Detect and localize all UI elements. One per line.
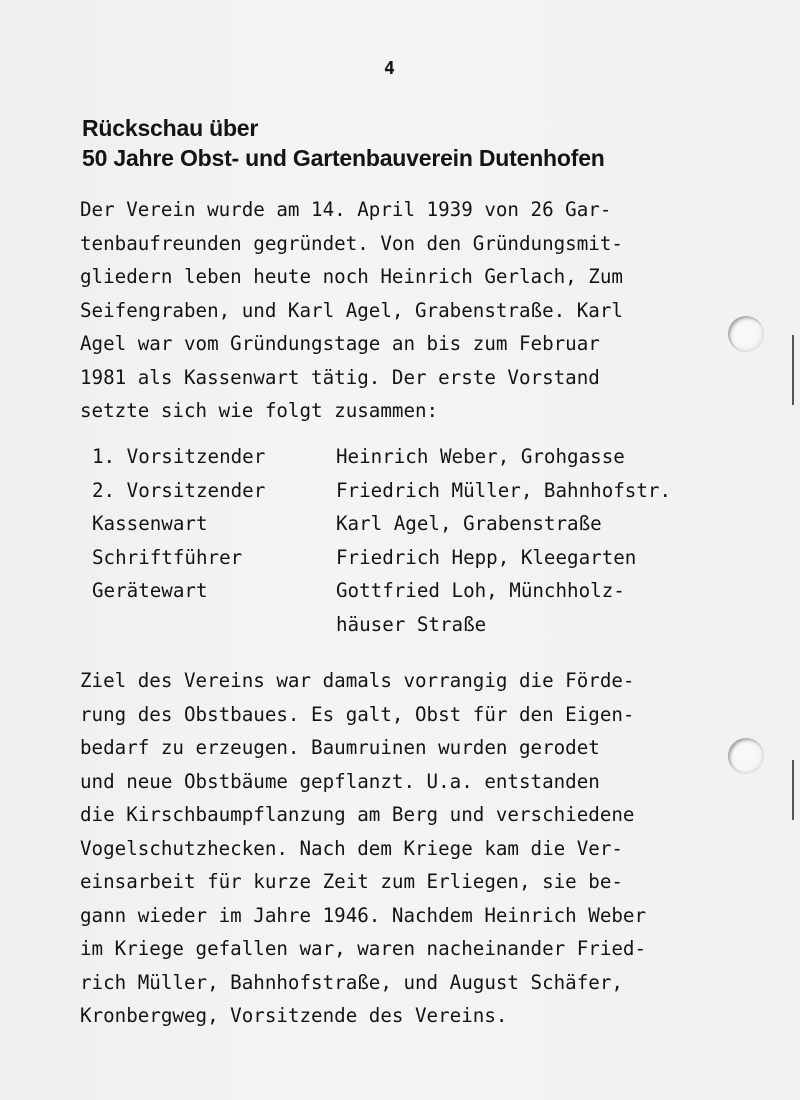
board-row xyxy=(80,507,740,541)
text-line: bedarf zu erzeugen. Baumruinen wurden gerodet xyxy=(80,736,600,759)
text-line: rung des Obstbaues. Es galt, Obst für den Eigen- xyxy=(80,702,635,726)
board-role: 2. Vorsitzender xyxy=(92,478,266,502)
text-line: die Kirschbaumpflanzung am Berg und verschiedene xyxy=(80,803,635,826)
punch-hole xyxy=(728,738,764,774)
paragraph-goals xyxy=(80,664,740,1033)
text-line: einsarbeit für kurze Zeit zum Erliegen, sie be- xyxy=(80,870,623,893)
board-person: Friedrich Hepp, Kleegarten xyxy=(336,545,637,569)
text-line: 1981 als Kassenwart tätig. Der erste Vorstand xyxy=(80,365,600,389)
board-role: Gerätewart xyxy=(92,579,208,602)
board-row xyxy=(80,574,740,608)
board-members-list xyxy=(80,440,740,641)
board-role: 1. Vorsitzender xyxy=(92,445,266,468)
board-row xyxy=(80,608,740,642)
text-line: Kronbergweg, Vorsitzende des Vereins. xyxy=(80,1004,508,1027)
page-edge-mark xyxy=(792,760,794,820)
text-line: setzte sich wie folgt zusammen: xyxy=(80,399,439,422)
title-line-2: 50 Jahre Obst- und Gartenbauverein Dutenhofen xyxy=(82,145,605,171)
text-line: Ziel des Vereins war damals vorrangig die Förde- xyxy=(80,669,635,692)
paragraph-founding xyxy=(80,193,740,428)
board-person: Friedrich Müller, Bahnhofstr. xyxy=(336,478,672,502)
board-person: Gottfried Loh, Münchholz- xyxy=(336,579,625,602)
board-role: Schriftführer xyxy=(92,545,243,569)
board-row xyxy=(80,440,740,474)
title-line-1: Rückschau über xyxy=(82,115,259,141)
punch-hole xyxy=(728,316,764,352)
board-person: häuser Straße xyxy=(336,612,487,636)
board-row xyxy=(80,474,740,508)
page-number: 4 xyxy=(384,58,395,79)
text-line: Agel war vom Gründungstage an bis zum Februar xyxy=(80,332,600,355)
text-line: Seifengraben, und Karl Agel, Grabenstraße. Karl xyxy=(80,298,623,322)
page-title xyxy=(82,113,742,173)
text-line: tenbaufreunden gegründet. Von den Gründungsmit- xyxy=(80,231,623,255)
text-line: und neue Obstbäume gepflanzt. U.a. entstanden xyxy=(80,769,600,793)
board-person: Karl Agel, Grabenstraße xyxy=(336,512,602,535)
board-role: Kassenwart xyxy=(92,512,208,535)
text-line: im Kriege gefallen war, waren nacheinander Fried- xyxy=(80,937,647,960)
board-row xyxy=(80,541,740,575)
text-line: Vogelschutzhecken. Nach dem Kriege kam die Ver- xyxy=(80,836,623,860)
text-line: rich Müller, Bahnhofstraße, und August Schäfer, xyxy=(80,970,623,994)
text-line: Der Verein wurde am 14. April 1939 von 26 Gar- xyxy=(80,198,612,221)
board-person: Heinrich Weber, Grohgasse xyxy=(336,445,625,468)
text-line: gann wieder im Jahre 1946. Nachdem Heinrich Weber xyxy=(80,903,647,927)
text-line: gliedern leben heute noch Heinrich Gerlach, Zum xyxy=(80,265,623,288)
page-edge-mark xyxy=(792,335,794,405)
